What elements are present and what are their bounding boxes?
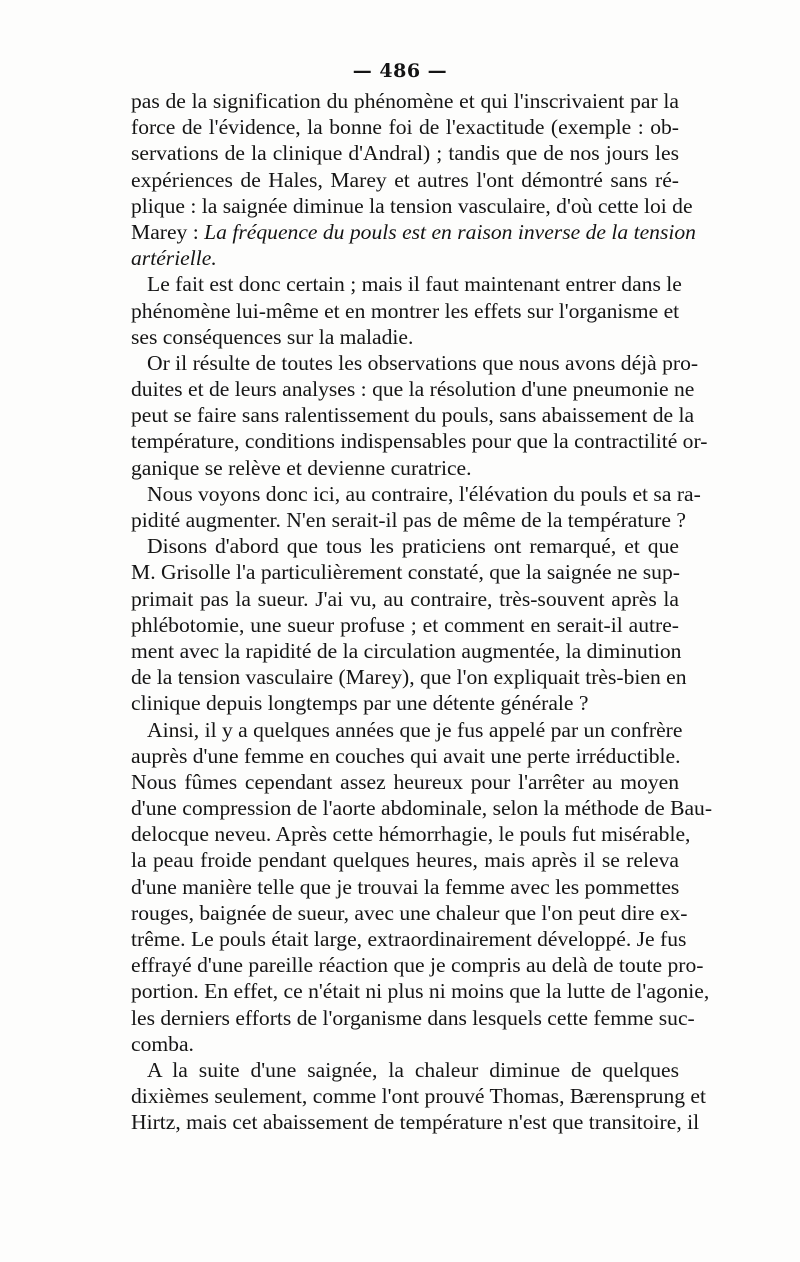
text-line-content: d'une compression de l'aorte abdominale, selon la méthode de Bau-: [131, 796, 713, 821]
text-line: [131, 193, 693, 219]
text-line: [131, 455, 679, 481]
text-line-content: duites et de leurs analyses : que la résolution d'une pneumonie ne: [131, 377, 695, 402]
text-line-content: effrayé d'une pareille réaction que je compris au delà de toute pro-: [131, 953, 704, 978]
text-line-content: pas de la signification du phénomène et qui l'inscrivaient par la: [131, 89, 679, 113]
text-line-content: phénomène lui-même et en montrer les effets sur l'organisme et: [131, 298, 680, 323]
text-line-content: A la suite d'une saignée, la chaleur diminue de quelques: [147, 1057, 679, 1082]
text-line-content: peut se faire sans ralentissement du pouls, sans abaissement de la: [131, 403, 695, 428]
text-line-content: la peau froide pendant quelques heures, mais après il se releva: [131, 848, 679, 873]
text-line: [131, 978, 710, 1004]
text-line: [131, 1005, 695, 1031]
text-line-content: comba.: [131, 1031, 194, 1056]
text-line: [131, 638, 682, 664]
text-line: [131, 743, 679, 769]
text-line-content: ganique se relève et devienne curatrice.: [131, 455, 472, 480]
text-line: [131, 1031, 679, 1057]
text-line: [131, 507, 686, 533]
text-line: [131, 167, 679, 193]
text-line: [131, 1083, 707, 1109]
text-line: [131, 298, 679, 324]
text-line-content: Hirtz, mais cet abaissement de température n'est que transitoire, il: [131, 1110, 700, 1135]
text-line: [131, 847, 679, 873]
text-line: [131, 821, 691, 847]
body-text: [131, 88, 713, 1136]
text-line-content: ses conséquences sur la maladie.: [131, 324, 414, 349]
text-line-content: d'une manière telle que je trouvai la femme avec les pommettes: [131, 874, 680, 899]
text-line-content: Marey :: [131, 219, 205, 244]
text-line: [131, 114, 679, 140]
text-line: [131, 769, 679, 795]
text-line-content: Nous voyons donc ici, au contraire, l'élévation du pouls et sa ra-: [147, 481, 701, 506]
page-number: — 486 —: [352, 60, 448, 82]
text-line: [131, 376, 695, 402]
text-line: [131, 1109, 700, 1135]
text-line: [131, 245, 679, 271]
text-line: [131, 900, 688, 926]
text-line: [131, 533, 679, 559]
text-line-content: dixièmes seulement, comme l'ont prouvé Thomas, Bærensprung et: [131, 1084, 707, 1109]
text-line-content: plique : la saignée diminue la tension vasculaire, d'où cette loi de: [131, 193, 693, 218]
text-line: [131, 402, 695, 428]
text-line: [131, 612, 679, 638]
text-line-content: servations de la clinique d'Andral) ; tandis que de nos jours les: [131, 141, 679, 166]
text-line-content: Le fait est donc certain ; mais il faut maintenant entrer dans le: [147, 272, 682, 297]
text-line-content: auprès d'une femme en couches qui avait une perte irréductible.: [131, 743, 681, 768]
text-line: [131, 664, 687, 690]
text-line-content: M. Grisolle l'a particulièrement constaté, que la saignée ne sup-: [131, 560, 680, 585]
text-line-content: Or il résulte de toutes les observations que nous avons déjà pro-: [147, 350, 699, 375]
text-line-content: rouges, baignée de sueur, avec une chaleur que l'on peut dire ex-: [131, 900, 688, 925]
text-line: [131, 481, 701, 507]
text-line: [131, 350, 699, 376]
text-line-content: Disons d'abord que tous les praticiens ont remarqué, et que: [147, 534, 679, 559]
text-line-content: primait pas la sueur. J'ai vu, au contraire, très-souvent après la: [131, 586, 679, 611]
text-line-content: Nous fûmes cependant assez heureux pour l'arrêter au moyen: [131, 769, 679, 794]
text-line: [131, 219, 696, 245]
text-line-content: les derniers efforts de l'organisme dans lesquels cette femme suc-: [131, 1005, 695, 1030]
text-line-content: expériences de Hales, Marey et autres l'ont démontré sans ré-: [131, 167, 679, 192]
text-line: [131, 795, 713, 821]
text-line: [131, 926, 687, 952]
italic-text: artérielle.: [131, 246, 217, 271]
text-line: [131, 717, 683, 743]
text-line: [131, 271, 682, 297]
text-line: [131, 690, 679, 716]
text-line: [131, 874, 679, 900]
text-line-content: phlébotomie, une sueur profuse ; et comment en serait-il autre-: [131, 612, 679, 637]
text-line: [131, 559, 679, 585]
text-line-content: portion. En effet, ce n'était ni plus ni moins que la lutte de l'agonie,: [131, 979, 710, 1004]
text-line-content: ment avec la rapidité de la circulation augmentée, la diminution: [131, 638, 682, 663]
text-line: [131, 952, 704, 978]
text-line: [131, 88, 679, 114]
text-line: [131, 140, 679, 166]
text-line-content: température, conditions indispensables pour que la contractilité or-: [131, 429, 708, 454]
text-line-content: trême. Le pouls était large, extraordinairement développé. Je fus: [131, 927, 687, 951]
text-line: [131, 324, 679, 350]
text-line-content: delocque neveu. Après cette hémorrhagie, le pouls fut misérable,: [131, 822, 691, 847]
text-line-content: Ainsi, il y a quelques années que je fus appelé par un confrère: [147, 717, 683, 742]
italic-text: La fréquence du pouls est en raison inverse de la tension: [204, 219, 696, 244]
text-line-content: force de l'évidence, la bonne foi de l'exactitude (exemple : ob-: [131, 115, 679, 140]
text-line: [131, 428, 708, 454]
text-line: [131, 1057, 679, 1083]
text-line-content: de la tension vasculaire (Marey), que l'on expliquait très-bien en: [131, 665, 687, 690]
text-line-content: pidité augmenter. N'en serait-il pas de même de la température ?: [131, 508, 686, 532]
text-line-content: clinique depuis longtemps par une détente générale ?: [131, 691, 589, 716]
text-line: [131, 586, 679, 612]
